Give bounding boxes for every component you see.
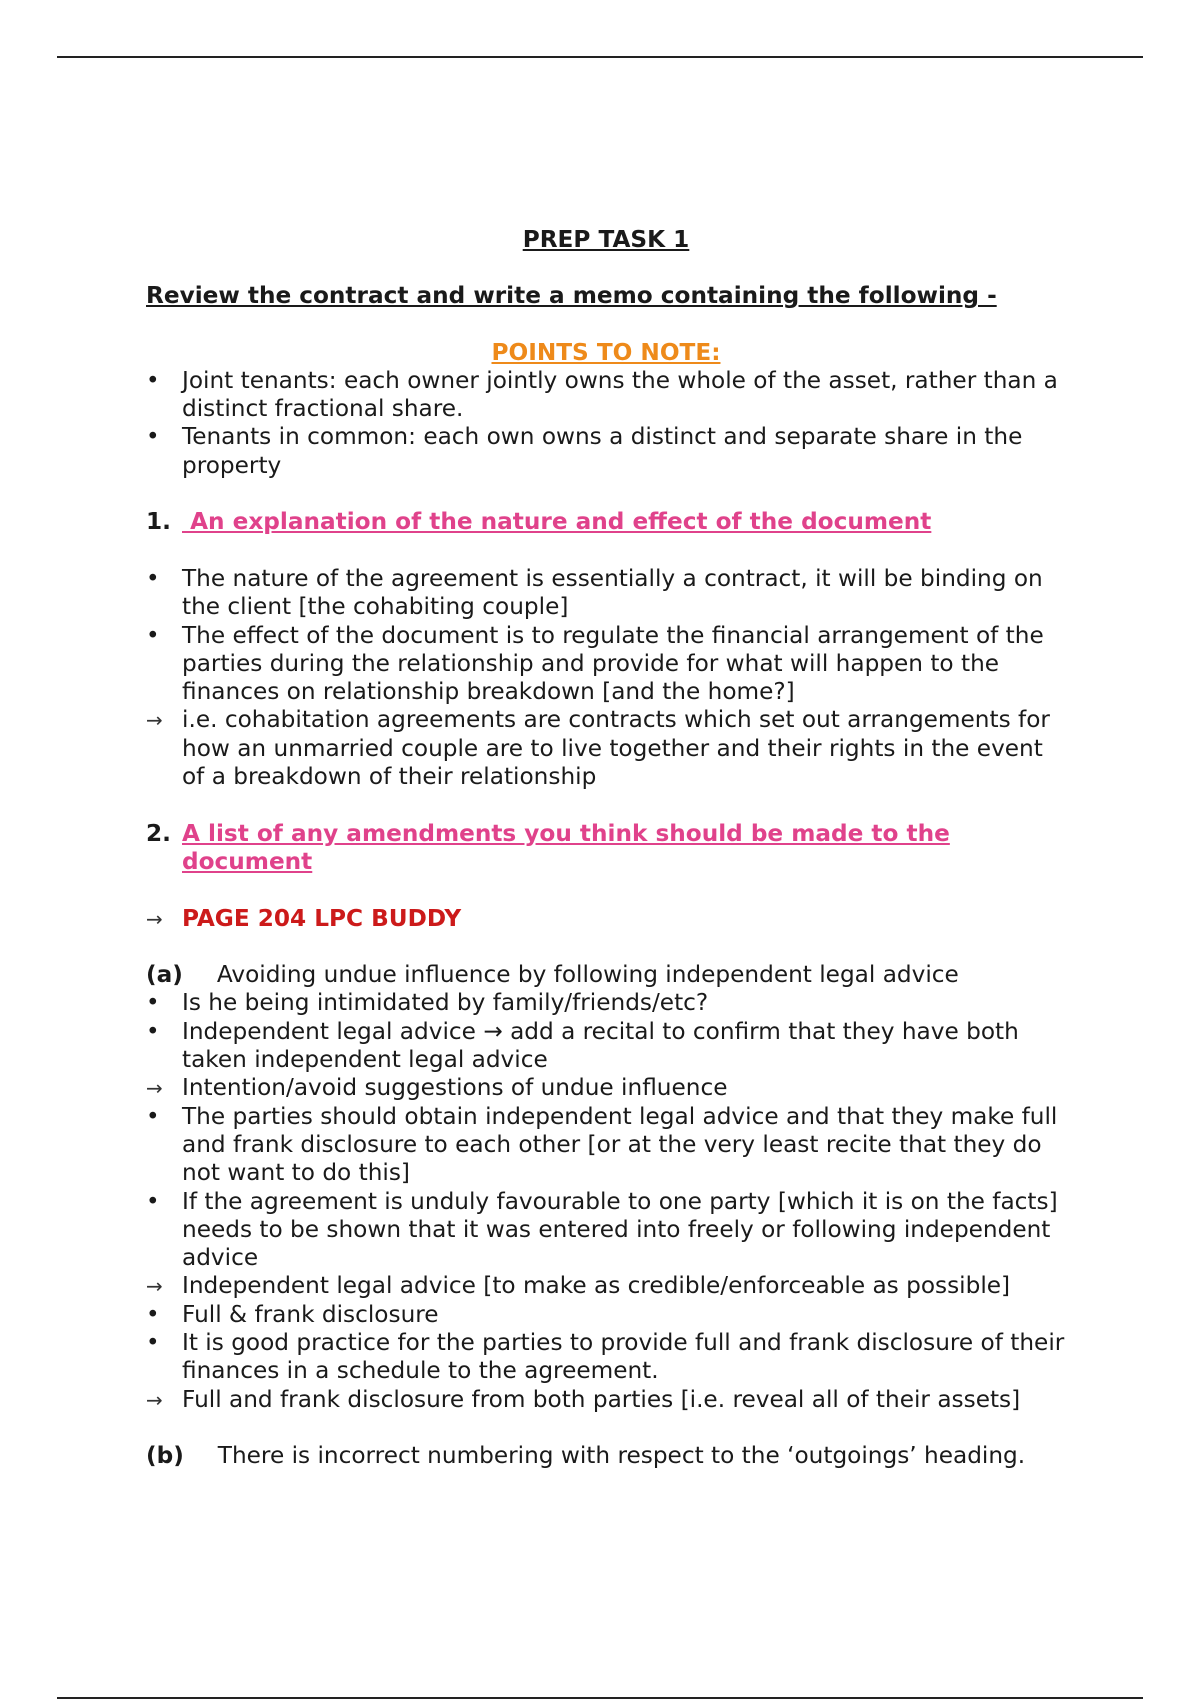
section-title: An explanation of the nature and effect of the document: [182, 508, 932, 536]
list-item: • Independent legal advice → add a recital to confirm that they have both taken independent legal advice: [146, 1017, 1019, 1074]
sub-label: (a): [146, 961, 183, 989]
section-1-heading: [146, 508, 1066, 536]
section-number: 2.: [146, 819, 171, 847]
sub-item-b: (b) There is incorrect numbering with respect to the ‘outgoings’ heading.: [146, 1442, 1026, 1470]
list-item: • Tenants in common: each own owns a distinct and separate share in the property: [146, 423, 1023, 479]
page-title: PREP TASK 1: [522, 226, 690, 253]
reference-text: PAGE 204 LPC BUDDY: [182, 904, 462, 932]
header-rule: [57, 56, 1143, 58]
list-item: • The nature of the agreement is essentially a contract, it will be binding on the client [the cohabiting couple]: [146, 564, 1043, 621]
arrow-icon: →: [146, 1274, 163, 1299]
section-title: A list of any amendments you think should be made to the document: [182, 819, 950, 875]
list-item: • If the agreement is unduly favourable to one party [which it is on the facts] needs to be shown that it was entered into freely or following independent advice: [146, 1187, 1058, 1272]
bullet-icon: •: [146, 1018, 160, 1045]
arrow-icon: →: [146, 906, 163, 931]
sub-item-a: (a) Avoiding undue influence by following independent legal advice: [146, 961, 959, 989]
memo-instruction: Review the contract and write a memo containing the following -: [146, 282, 997, 310]
bullet-icon: •: [146, 1329, 160, 1356]
bullet-icon: •: [146, 1103, 160, 1130]
document-body: [146, 226, 1066, 1470]
list-item: • Is he being intimidated by family/friends/etc?: [146, 989, 709, 1017]
section-number: 1.: [146, 508, 171, 536]
bullet-icon: •: [146, 990, 160, 1017]
arrow-icon: →: [146, 1387, 163, 1412]
bullet-icon: •: [146, 1301, 160, 1328]
list-item: • The effect of the document is to regulate the financial arrangement of the parties during the relationship and provide for what will happen to the finances on relationship breakdown [and the home?]: [146, 621, 1044, 706]
footer-rule: [57, 1697, 1143, 1699]
bullet-icon: •: [146, 367, 160, 394]
section-2-heading: [146, 820, 1066, 877]
points-heading: POINTS TO NOTE:: [491, 338, 721, 366]
bullet-icon: •: [146, 424, 160, 451]
list-item: • The parties should obtain independent legal advice and that they make full and frank disclosure to each other [or at the very least recite that they do not want to do this]: [146, 1102, 1058, 1187]
list-item: → i.e. cohabitation agreements are contracts which set out arrangements for how an unmarried couple are to live together and their rights in the event of a breakdown of their relationship: [146, 706, 1050, 791]
list-item: → Full and frank disclosure from both parties [i.e. reveal all of their assets]: [146, 1385, 1021, 1413]
list-item: → Intention/avoid suggestions of undue influence: [146, 1074, 728, 1102]
arrow-icon: →: [146, 1076, 163, 1101]
bullet-icon: •: [146, 622, 160, 649]
bullet-icon: •: [146, 1188, 160, 1215]
list-item: • It is good practice for the parties to provide full and frank disclosure of their finances in a schedule to the agreement.: [146, 1328, 1065, 1385]
reference-line: [146, 905, 1066, 933]
list-item: → Independent legal advice [to make as credible/enforceable as possible]: [146, 1272, 1011, 1300]
bullet-icon: •: [146, 565, 160, 592]
list-item: • Joint tenants: each owner jointly owns the whole of the asset, rather than a distinct fractional share.: [146, 366, 1058, 423]
list-item: • Full & frank disclosure: [146, 1300, 439, 1328]
sub-label: (b): [146, 1442, 184, 1470]
arrow-icon: →: [146, 708, 163, 733]
